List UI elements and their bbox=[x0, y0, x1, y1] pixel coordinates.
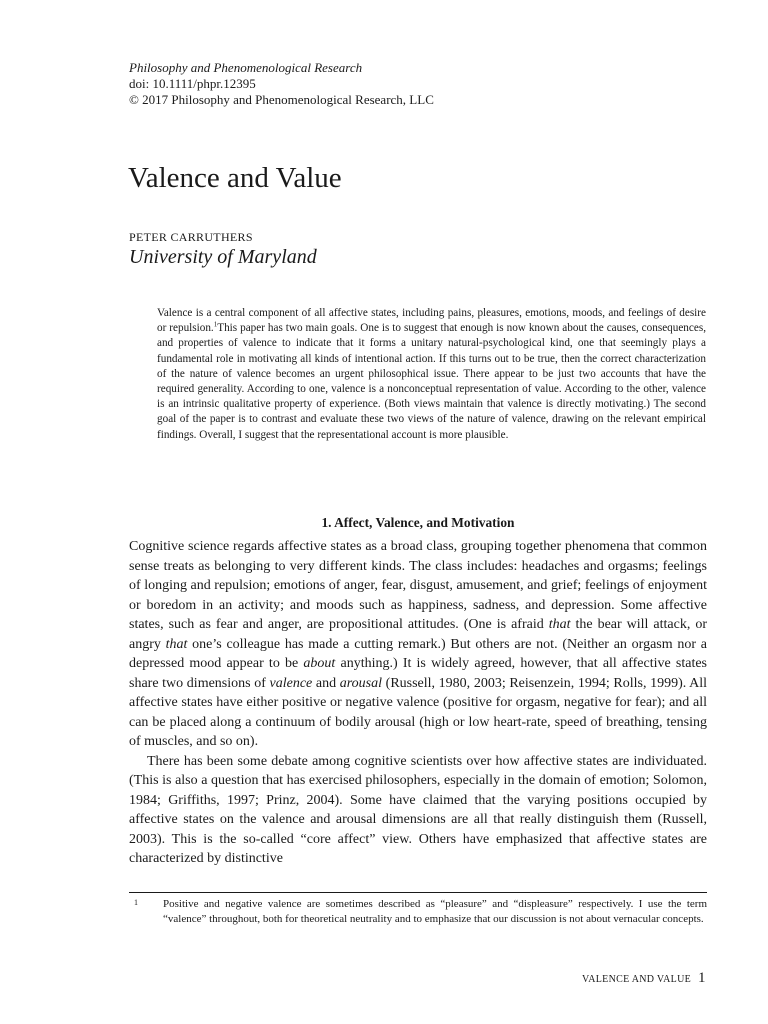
author-name: PETER CARRUTHERS bbox=[129, 230, 253, 244]
footnote-text: Positive and negative valence are sometimes described as “pleasure” and “displeasure” respectively. I use the term “valence” throughout, both for theoretical neutrality and to emphasize that our discussion is not about vernacular concepts. bbox=[163, 898, 707, 925]
abstract bbox=[157, 306, 706, 443]
text-run: Cognitive science regards affective states as a broad class, grouping together phenomena that common sense treats as belonging to very different kinds. The class includes: headaches and orgasms; feelings of longing and repulsion; emotions of anger, fear, disgust, amusement, and grief; feelings of enjoyment or boredom in an activity; and moods such as happiness, sadness, and depression. Some affective states, such as fear and anger, are propositional attitudes. (One is afraid bbox=[129, 539, 707, 632]
emphasis: that bbox=[548, 617, 571, 632]
emphasis: valence bbox=[269, 675, 313, 691]
text-run: one’s colleague has made a cutting remark.) But others are not. (Neither an orgasm nor a depressed mood appear to be bbox=[129, 636, 707, 671]
paragraph-1 bbox=[129, 537, 707, 752]
journal-name: Philosophy and Phenomenological Research bbox=[129, 60, 363, 75]
text-run: and bbox=[312, 675, 340, 691]
footnote bbox=[129, 897, 707, 926]
text-run: the bear will attack, or angry bbox=[129, 617, 707, 652]
page-number: 1 bbox=[698, 970, 706, 986]
paragraph-2: There has been some debate among cognitive scientists over how affective states are individuated. (This is also a question that has exercised philosophers, especially in the domain of emotion; Solomon, 1984; Griffiths, 1997; Prinz, 2004). Some have claimed that the varying positions occupied by affective states on the valence and arousal dimensions are all that really distinguish them (Russell, 2003). This is the so-called “core affect” view. Others have emphasized that affective states are characterized by distinctive bbox=[129, 753, 707, 866]
author-affiliation: University of Maryland bbox=[129, 246, 317, 268]
emphasis: about bbox=[303, 656, 336, 671]
emphasis: arousal bbox=[339, 675, 383, 691]
running-title: VALENCE AND VALUE bbox=[582, 974, 691, 985]
text-run: anything.) It is widely agreed, however, that all affective states share two dimensions of bbox=[129, 656, 707, 691]
copyright: © 2017 Philosophy and Phenomenological Research, LLC bbox=[129, 92, 434, 107]
doi: doi: 10.1111/phpr.12395 bbox=[129, 76, 256, 91]
footnote-ref[interactable]: 1 bbox=[213, 320, 218, 329]
emphasis: that bbox=[165, 636, 188, 652]
footnote-number: 1 bbox=[134, 898, 138, 907]
body-text bbox=[129, 537, 707, 869]
abstract-text-part2: This paper has two main goals. One is to suggest that enough is now known about the causes, consequences, and properties of valence to indicate that it forms a unitary natural-psychological kind, one that seemingly plays a fundamental role in motivating all kinds of intentional action. If this turns out to be true, then the correct characterization of the nature of valence becomes an urgent philosophical issue. There appear to be just two accounts that have the required generality. According to one, valence is a nonconceptual representation of value. According to the other, valence is an intrinsic qualitative property of experience. (Both views maintain that valence is directly motivating.) The second goal of the paper is to contrast and evaluate these two views of the nature of valence, drawing on the relevant empirical findings. Overall, I suggest that the representational account is more plausible. bbox=[157, 322, 706, 441]
section-heading: 1. Affect, Valence, and Motivation bbox=[321, 515, 515, 530]
footnote-divider bbox=[129, 892, 707, 893]
text-run: (Russell, 1980, 2003; Reisenzein, 1994; Rolls, 1999). All affective states have either positive or negative valence (positive for orgasm, negative for fear); and all can be placed along a continuum of bodily arousal (high or low heart-rate, speed of breathing, tensing of muscles, and so on). bbox=[129, 675, 708, 749]
article-title: Valence and Value bbox=[128, 162, 342, 194]
abstract-text-part1: Valence is a central component of all affective states, including pains, pleasures, emotions, moods, and feelings of desire or repulsion. bbox=[157, 307, 706, 335]
